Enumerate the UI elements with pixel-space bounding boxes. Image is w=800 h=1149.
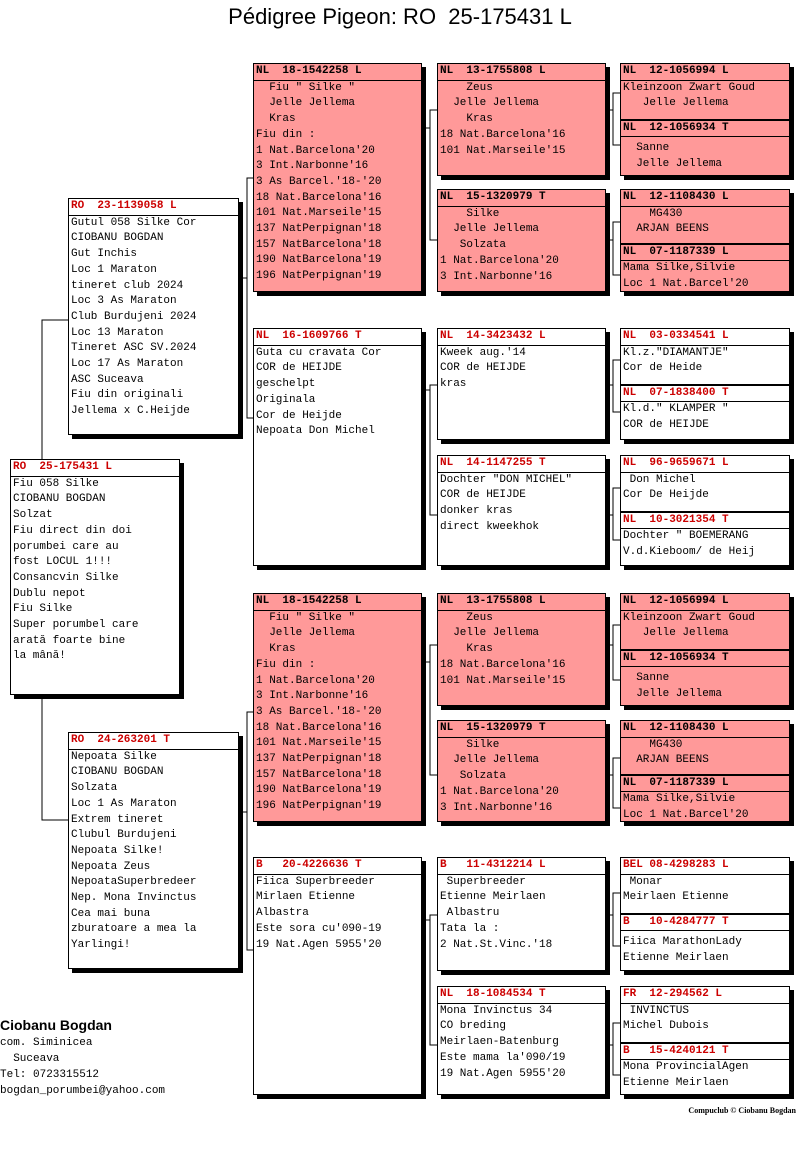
detail-line: Cor de Heijde [256, 409, 342, 422]
detail-line: Loc 1 As Maraton [71, 797, 177, 810]
detail-line: 1 Nat.Barcelona'20 [440, 785, 559, 798]
detail-line: 19 Nat.Agen 5955'20 [440, 1067, 566, 1080]
detail-line: 1 Nat.Barcelona'20 [256, 674, 375, 687]
ring-number: NL 10-3021354 T [621, 511, 789, 529]
pigeon-details [254, 80, 421, 285]
detail-line: Meirlaen Etienne [623, 891, 729, 904]
detail-line: Fiu Silke [13, 603, 73, 616]
great-grandparent-card [437, 189, 606, 292]
detail-line: Nepoata Silke [71, 750, 157, 763]
detail-line: Fiu din : [256, 128, 316, 141]
detail-line: NepoataSuperbredeer [71, 876, 197, 889]
detail-line: 1 Nat.Barcelona'20 [440, 254, 559, 267]
detail-line: Fiu 058 Silke [13, 477, 99, 490]
detail-line: Mama Silke,Silvie [623, 262, 736, 275]
detail-line: zburatoare a mea la [71, 923, 197, 936]
detail-line: 19 Nat.Agen 5955'20 [256, 938, 382, 951]
detail-line: Cor de Heide [623, 362, 703, 375]
pigeon-details [438, 472, 605, 536]
detail-line: Nepoata Don Michel [256, 425, 375, 438]
ring-number: NL 14-1147255 T [440, 457, 546, 469]
detail-line: Jelle Jellema [440, 223, 540, 236]
detail-line: CIOBANU BOGDAN [71, 766, 164, 779]
great-grandparent-card [437, 455, 606, 566]
ring-number: NL 18-1542258 L [256, 595, 362, 607]
detail-line: Gut Inchis [71, 248, 138, 261]
detail-line: Loc 1 Maraton [71, 263, 157, 276]
detail-line: ARJAN BEENS [623, 223, 709, 236]
ring-number: NL 16-1609766 T [256, 330, 362, 342]
detail-line: COR de HEIJDE [256, 362, 342, 375]
detail-line: 190 NatBarcelona'19 [256, 784, 382, 797]
ring-number: NL 12-1056994 L [623, 65, 729, 77]
detail-line: Extrem tineret [71, 813, 164, 826]
detail-line: Jelle Jellema [440, 97, 540, 110]
detail-line: Zeus [440, 81, 493, 94]
detail-line: Este sora cu'090-19 [256, 922, 382, 935]
great-great-grandparent-pair [620, 857, 790, 971]
owner-address-line: Suceava [0, 1053, 60, 1065]
detail-line: Tata la : [440, 922, 500, 935]
pigeon-details [438, 1003, 605, 1083]
ring-number: RO 23-1139058 L [71, 200, 177, 212]
detail-line: arată foarte bine [13, 634, 126, 647]
pigeon-details [621, 930, 789, 966]
ring-number: NL 07-1187339 L [621, 774, 789, 792]
detail-line: MG430 [623, 738, 683, 751]
detail-line: V.d.Kieboom/ de Heij [623, 546, 756, 559]
pigeon-details [621, 401, 789, 433]
dam-card [68, 732, 239, 969]
ring-number: FR 12-294562 L [623, 988, 723, 1000]
detail-line: Kras [440, 643, 493, 656]
detail-line: donker kras [440, 505, 513, 518]
detail-line: ASC Suceava [71, 373, 144, 386]
detail-line: INVINCTUS [623, 1004, 690, 1017]
pigeon-details [254, 610, 421, 815]
detail-line: 3 Int.Narbonne'16 [256, 690, 369, 703]
detail-line: Dochter " BOEMERANG [623, 530, 749, 543]
ring-number: NL 18-1084534 T [440, 988, 546, 1000]
detail-line: 1 Nat.Barcelona'20 [256, 144, 375, 157]
detail-line: 101 Nat.Marseile'15 [440, 674, 566, 687]
detail-line: Kleinzoon Zwart Goud [623, 611, 756, 624]
ring-number: NL 18-1542258 L [256, 65, 362, 77]
detail-line: fost LOCUL 1!!! [13, 556, 113, 569]
pigeon-details [621, 1059, 789, 1091]
detail-line: Superbreeder [440, 875, 526, 888]
great-great-grandparent-pair [620, 63, 790, 176]
detail-line: Solzata [440, 770, 507, 783]
great-grandparent-card [437, 593, 606, 706]
ring-number: NL 03-0334541 L [623, 330, 729, 342]
great-great-grandparent-pair [620, 986, 790, 1095]
detail-line: Mona ProvincialAgen [623, 1061, 749, 1074]
detail-line: 18 Nat.Barcelona'16 [440, 658, 566, 671]
detail-line: Kl.z."DIAMANTJE" [623, 346, 729, 359]
great-great-grandparent-pair [620, 455, 790, 566]
detail-line: Don Michel [623, 473, 696, 486]
detail-line: Fiu " Silke " [256, 611, 356, 624]
detail-line: geschelpt [256, 378, 316, 391]
detail-line: Jelle Jellema [623, 158, 723, 171]
owner-address-line: com. Siminicea [0, 1037, 93, 1049]
detail-line: 196 NatPerpignan'19 [256, 270, 382, 283]
detail-line: Consancvin Silke [13, 571, 119, 584]
detail-line: Kras [440, 113, 493, 126]
pigeon-details [438, 206, 605, 286]
detail-line: CIOBANU BOGDAN [13, 493, 106, 506]
detail-line: Kras [256, 643, 296, 656]
detail-line: 137 NatPerpignan'18 [256, 223, 382, 236]
detail-line: Originala [256, 393, 316, 406]
great-grandparent-card [437, 857, 606, 971]
ring-number: NL 12-1056934 T [621, 119, 789, 137]
detail-line: Cea mai buna [71, 907, 151, 920]
ring-number: NL 07-1838400 T [621, 384, 789, 402]
detail-line: Dublu nepot [13, 587, 86, 600]
owner-name: Ciobanu Bogdan [0, 1017, 112, 1033]
detail-line: Silke [440, 207, 500, 220]
grandparent-card [253, 63, 422, 292]
detail-line: Etienne Meirlaen [623, 1077, 729, 1090]
detail-line: Solzat [13, 509, 53, 522]
detail-line: 157 NatBarcelona'18 [256, 768, 382, 781]
detail-line: Loc 13 Maraton [71, 326, 164, 339]
pigeon-details [621, 1003, 789, 1042]
detail-line: 3 Int.Narbonne'16 [440, 270, 553, 283]
detail-line: Kras [256, 113, 296, 126]
pigeon-details [621, 206, 789, 243]
detail-line: Jelle Jellema [256, 97, 356, 110]
detail-line: Sanne [623, 672, 670, 685]
detail-line: CIOBANU BOGDAN [71, 232, 164, 245]
owner-info [0, 1015, 165, 1099]
ring-number: B 11-4312214 L [440, 859, 546, 871]
detail-line: Loc 1 Nat.Barcel'20 [623, 278, 749, 291]
ring-number: NL 07-1187339 L [621, 243, 789, 261]
ring-number: NL 15-1320979 T [440, 191, 546, 203]
ring-number: NL 14-3423432 L [440, 330, 546, 342]
detail-line: Solzata [71, 782, 118, 795]
detail-line: 3 As Barcel.'18-'20 [256, 175, 382, 188]
detail-line: Tineret ASC SV.2024 [71, 342, 197, 355]
great-great-grandparent-pair [620, 328, 790, 440]
great-grandparent-card [437, 328, 606, 440]
detail-line: kras [440, 378, 467, 391]
grandparent-card [253, 593, 422, 822]
detail-line: 101 Nat.Marseile'15 [256, 737, 382, 750]
ring-number: NL 96-9659671 L [623, 457, 729, 469]
owner-phone: Tel: 0723315512 [0, 1069, 100, 1081]
detail-line: 3 Int.Narbonne'16 [440, 801, 553, 814]
pigeon-details [438, 737, 605, 817]
pigeon-details [621, 345, 789, 384]
ring-number: NL 15-1320979 T [440, 722, 546, 734]
subject-pigeon-card [10, 459, 180, 695]
detail-line: Kleinzoon Zwart Goud [623, 81, 756, 94]
sire-card [68, 198, 239, 435]
great-great-grandparent-pair [620, 189, 790, 292]
detail-line: COR de HEIJDE [440, 362, 526, 375]
detail-line: Cor De Heijde [623, 489, 709, 502]
detail-line: COR de HEIJDE [623, 419, 709, 432]
great-great-grandparent-pair [620, 720, 790, 822]
pigeon-details [11, 476, 179, 665]
detail-line: Nep. Mona Invinctus [71, 892, 197, 905]
detail-line: 190 NatBarcelona'19 [256, 254, 382, 267]
detail-line: Mirlaen Etienne [256, 891, 356, 904]
detail-line: Jelle Jellema [256, 627, 356, 640]
detail-line: Etienne Meirlaen [440, 891, 546, 904]
detail-line: Jelle Jellema [623, 688, 723, 701]
pigeon-details [621, 80, 789, 119]
detail-line: Loc 1 Nat.Barcel'20 [623, 809, 749, 822]
pigeon-details [254, 874, 421, 954]
detail-line: Albastra [256, 907, 309, 920]
detail-line: COR de HEIJDE [440, 489, 526, 502]
detail-line: Gutul 058 Silke Cor [71, 216, 197, 229]
pigeon-details [621, 136, 789, 172]
pigeon-details [438, 345, 605, 393]
pigeon-details [69, 749, 238, 954]
detail-line: Fiu direct din doi [13, 524, 132, 537]
pigeon-details [438, 80, 605, 160]
detail-line: Super porumbel care [13, 619, 139, 632]
ring-number: NL 12-1056934 T [621, 649, 789, 667]
detail-line: Club Burdujeni 2024 [71, 310, 197, 323]
detail-line: Fiu din originali [71, 389, 184, 402]
detail-line: Este mama la'090/19 [440, 1051, 566, 1064]
detail-line: ARJAN BEENS [623, 754, 709, 767]
detail-line: Yarlingi! [71, 939, 131, 952]
detail-line: Jelle Jellema [440, 754, 540, 767]
detail-line: Sanne [623, 142, 670, 155]
detail-line: Clubul Burdujeni [71, 829, 177, 842]
ring-number: NL 12-1056994 L [623, 595, 729, 607]
pigeon-details [254, 345, 421, 440]
ring-number: NL 13-1755808 L [440, 65, 546, 77]
ring-number: B 10-4284777 T [621, 913, 789, 931]
detail-line: Fiu " Silke " [256, 81, 356, 94]
pigeon-details [621, 791, 789, 822]
page-title: Pédigree Pigeon: RO 25-175431 L [228, 4, 572, 29]
detail-line: 196 NatPerpignan'19 [256, 800, 382, 813]
detail-line: la mână! [13, 650, 66, 663]
pigeon-details [438, 874, 605, 954]
pigeon-details [621, 528, 789, 560]
grandparent-card [253, 328, 422, 566]
ring-number: B 20-4226636 T [256, 859, 362, 871]
detail-line: Guta cu cravata Cor [256, 346, 382, 359]
detail-line: 18 Nat.Barcelona'16 [256, 721, 382, 734]
detail-line: 3 As Barcel.'18-'20 [256, 705, 382, 718]
detail-line: 18 Nat.Barcelona'16 [256, 191, 382, 204]
detail-line: 157 NatBarcelona'18 [256, 238, 382, 251]
detail-line: Fiica MarathonLady [623, 936, 742, 949]
detail-line: Dochter "DON MICHEL" [440, 473, 573, 486]
detail-line: Jellema x C.Heijde [71, 405, 190, 418]
great-grandparent-card [437, 63, 606, 176]
ring-number: NL 12-1108430 L [623, 191, 729, 203]
detail-line: 2 Nat.St.Vinc.'18 [440, 938, 553, 951]
credit-line: Compuclub © Ciobanu Bogdan [688, 1106, 796, 1115]
great-grandparent-card [437, 986, 606, 1095]
detail-line: Silke [440, 738, 500, 751]
great-great-grandparent-pair [620, 593, 790, 706]
pigeon-details [621, 260, 789, 292]
detail-line: Jelle Jellema [440, 627, 540, 640]
detail-line: Fiica Superbreeder [256, 875, 375, 888]
pigeon-details [621, 666, 789, 702]
ring-number: B 15-4240121 T [621, 1042, 789, 1060]
detail-line: Zeus [440, 611, 493, 624]
pigeon-details [621, 737, 789, 774]
detail-line: Albastru [440, 907, 500, 920]
ring-number: BEL 08-4298283 L [623, 859, 729, 871]
detail-line: Loc 3 As Maraton [71, 295, 177, 308]
pigeon-details [621, 874, 789, 913]
detail-line: CO breding [440, 1020, 507, 1033]
ring-number: RO 24-263201 T [71, 734, 171, 746]
detail-line: Mama Silke,Silvie [623, 793, 736, 806]
detail-line: 137 NatPerpignan'18 [256, 753, 382, 766]
detail-line: 101 Nat.Marseile'15 [440, 144, 566, 157]
detail-line: Loc 17 As Maraton [71, 358, 184, 371]
detail-line: Solzata [440, 239, 507, 252]
detail-line: Jelle Jellema [623, 97, 729, 110]
ring-number: NL 13-1755808 L [440, 595, 546, 607]
detail-line: 101 Nat.Marseile'15 [256, 207, 382, 220]
pigeon-details [621, 610, 789, 649]
grandparent-card [253, 857, 422, 1095]
detail-line: Nepoata Zeus [71, 860, 151, 873]
detail-line: 18 Nat.Barcelona'16 [440, 128, 566, 141]
ring-number: NL 12-1108430 L [623, 722, 729, 734]
detail-line: Jelle Jellema [623, 627, 729, 640]
detail-line: direct kweekhok [440, 520, 540, 533]
detail-line: Kweek aug.'14 [440, 346, 526, 359]
detail-line: tineret club 2024 [71, 279, 184, 292]
detail-line: Monar [623, 875, 663, 888]
pigeon-details [438, 610, 605, 690]
detail-line: Mona Invinctus 34 [440, 1004, 553, 1017]
detail-line: Michel Dubois [623, 1020, 709, 1033]
pigeon-details [621, 472, 789, 511]
detail-line: Fiu din : [256, 658, 316, 671]
detail-line: MG430 [623, 207, 683, 220]
detail-line: Nepoata Silke! [71, 844, 164, 857]
pigeon-details [69, 215, 238, 420]
detail-line: 3 Int.Narbonne'16 [256, 160, 369, 173]
owner-email[interactable]: bogdan_porumbei@yahoo.com [0, 1085, 166, 1097]
great-grandparent-card [437, 720, 606, 822]
ring-number: RO 25-175431 L [13, 461, 113, 473]
detail-line: Etienne Meirlaen [623, 952, 729, 965]
detail-line: porumbei care au [13, 540, 119, 553]
detail-line: Kl.d." KLAMPER " [623, 403, 729, 416]
detail-line: Meirlaen-Batenburg [440, 1036, 559, 1049]
